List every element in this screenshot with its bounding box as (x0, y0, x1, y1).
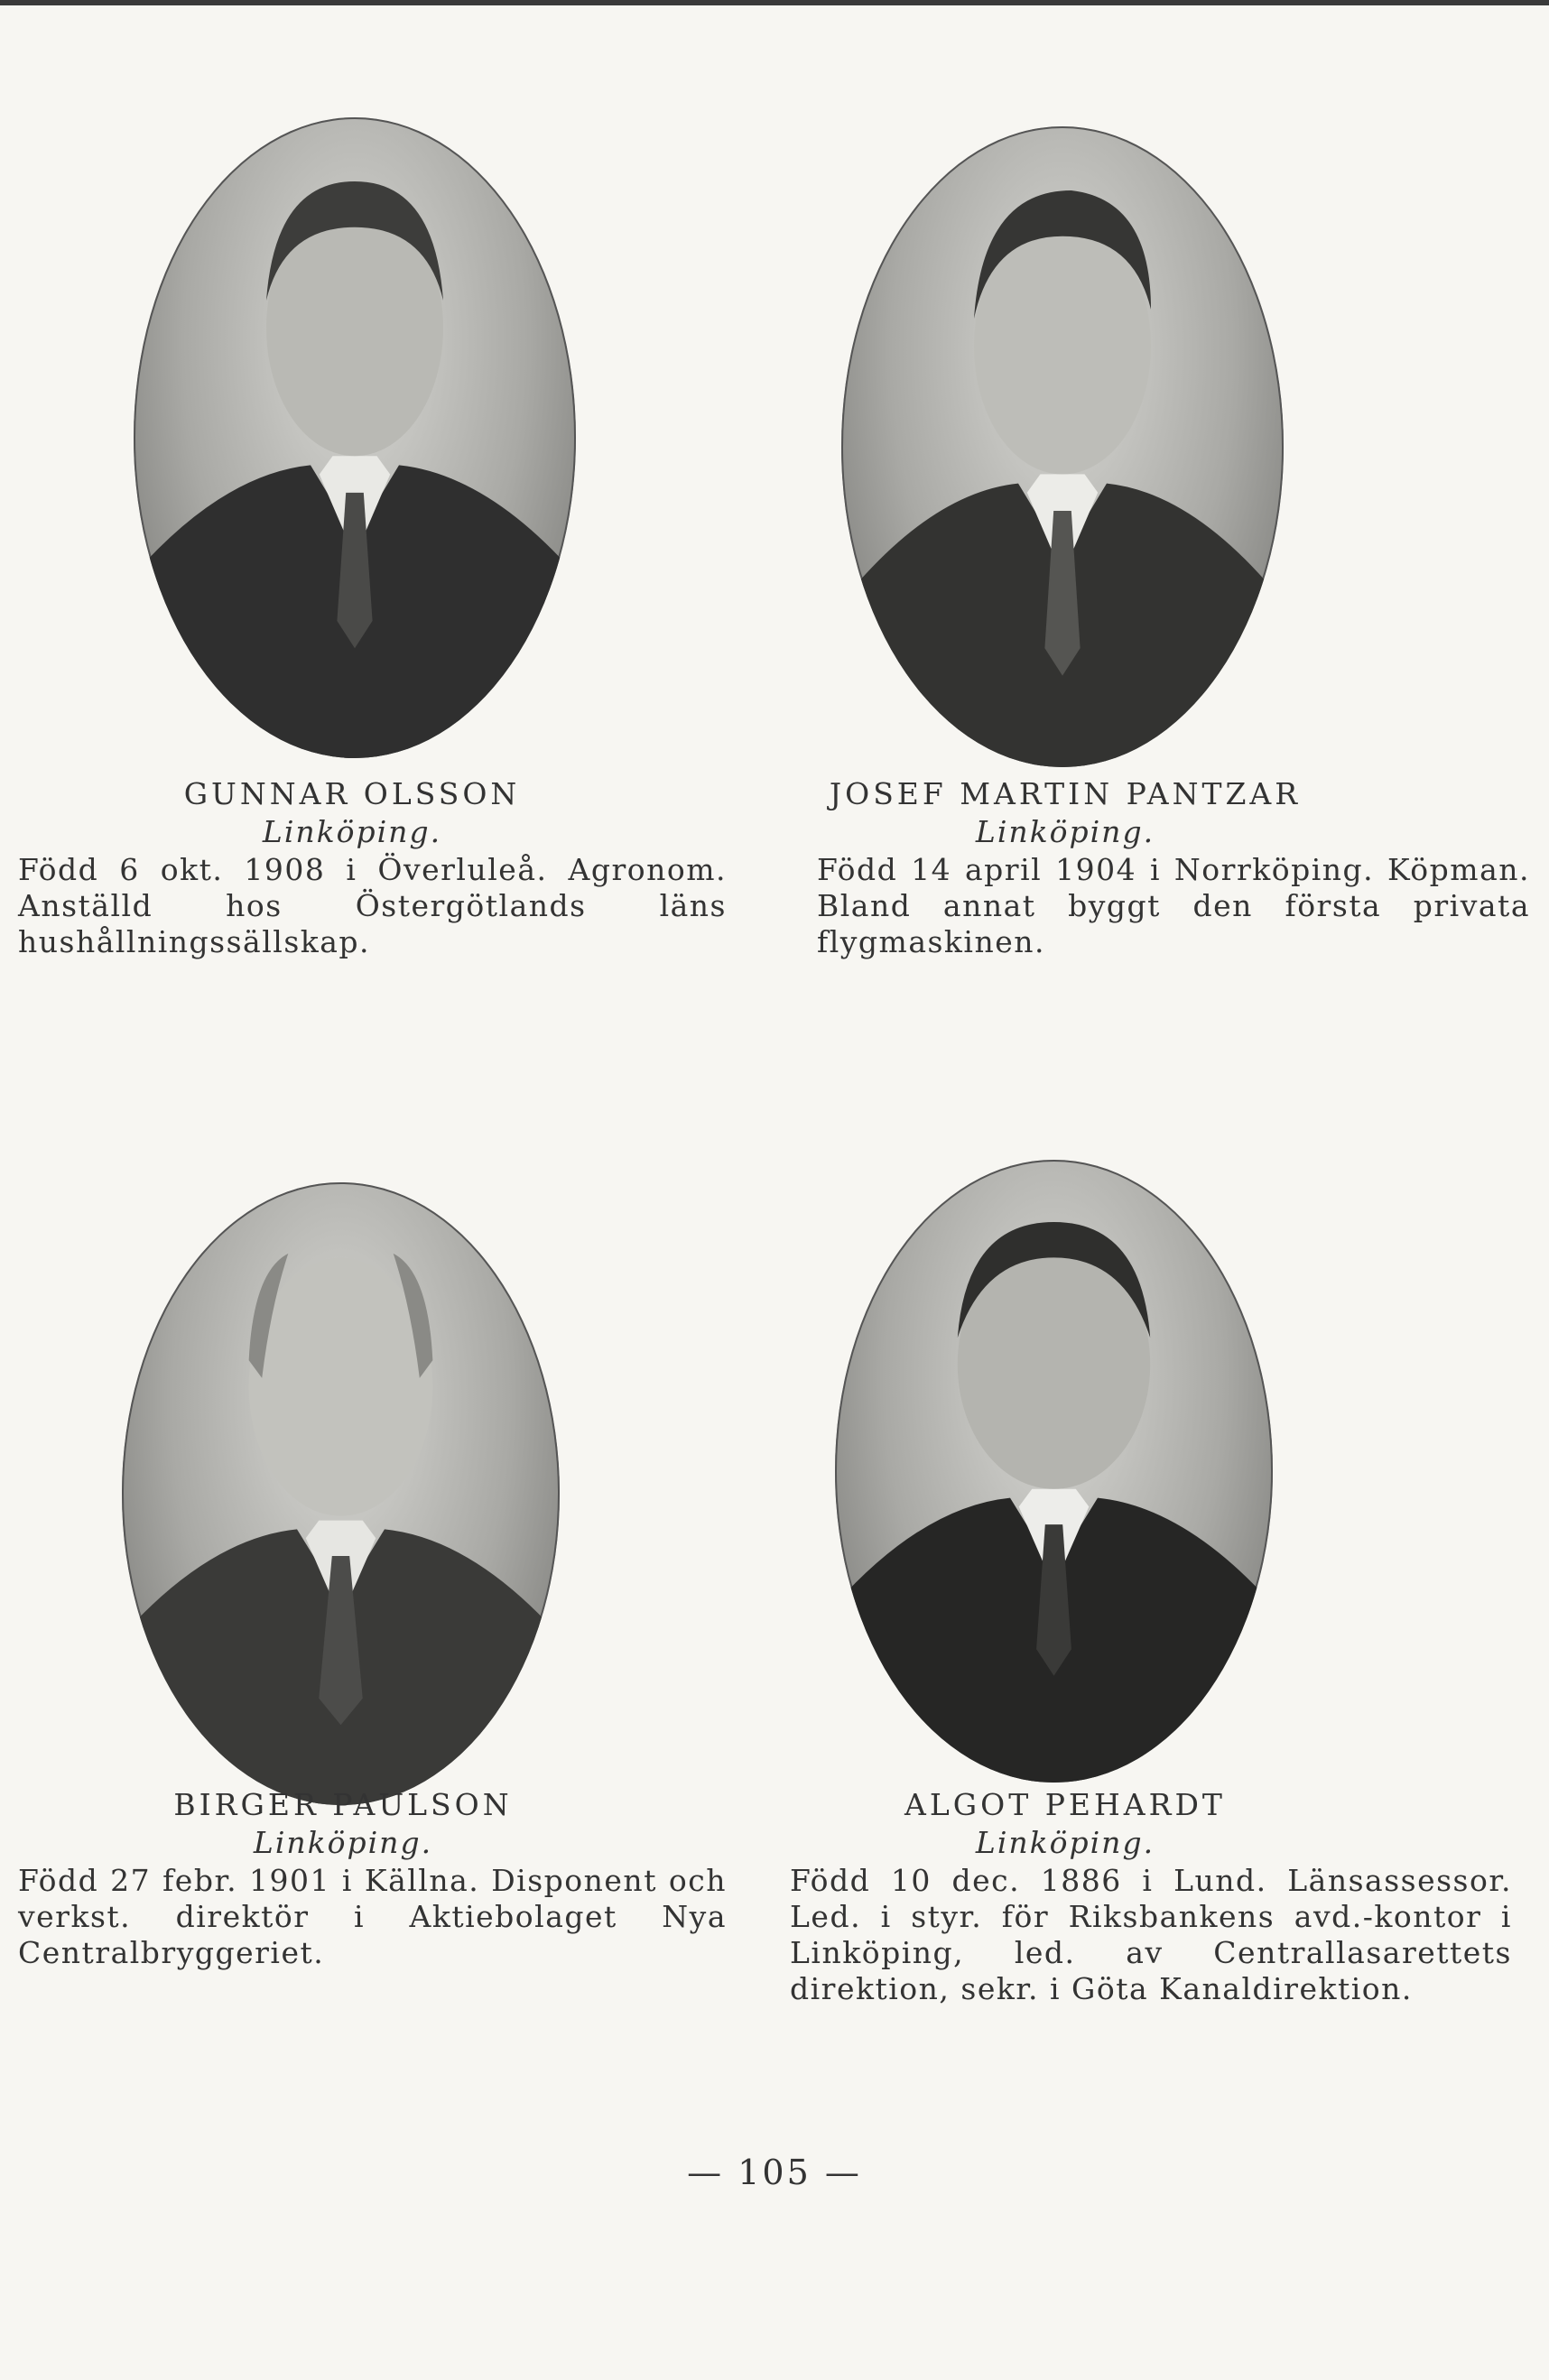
portrait-gunnar-olsson (134, 117, 576, 758)
entry-3-bio: Född 27 febr. 1901 i Källna. Disponent och verkst. direktör i Aktiebolaget Nya Centralbryggeriet. (18, 1863, 727, 1970)
portrait-josef-martin-pantzar (841, 126, 1284, 767)
entry-4-bio: Född 10 dec. 1886 i Lund. Länsassessor. Led. i styr. för Riksbankens avd.-kontor i Linköping, led. av Centrallasarettets direktion, sekr. i Göta Kanaldirektion. (790, 1863, 1512, 2006)
entry-2-city: Linköping. (975, 814, 1155, 849)
portrait-algot-pehardt (835, 1160, 1273, 1783)
entry-2-bio: Född 14 april 1904 i Norrköping. Köpman. Bland annat byggt den första privata flygmaskinen. (817, 852, 1530, 959)
entry-3-city: Linköping. (253, 1825, 433, 1860)
entry-1-bio: Född 6 okt. 1908 i Överluleå. Agronom. Anställd hos Östergötlands läns hushållningssällskap. (18, 852, 727, 959)
entry-4-name: ALGOT PEHARDT (904, 1787, 1226, 1822)
page-number: — 105 — (687, 2153, 862, 2192)
entry-4-city: Linköping. (975, 1825, 1155, 1860)
entry-1-name: GUNNAR OLSSON (183, 776, 521, 811)
entry-1-city: Linköping. (262, 814, 442, 849)
portrait-birger-paulson (122, 1182, 560, 1805)
top-border (0, 0, 1549, 5)
entry-2-name: JOSEF MARTIN PANTZAR (829, 776, 1302, 811)
entry-3-name: BIRGER PAULSON (173, 1787, 513, 1822)
